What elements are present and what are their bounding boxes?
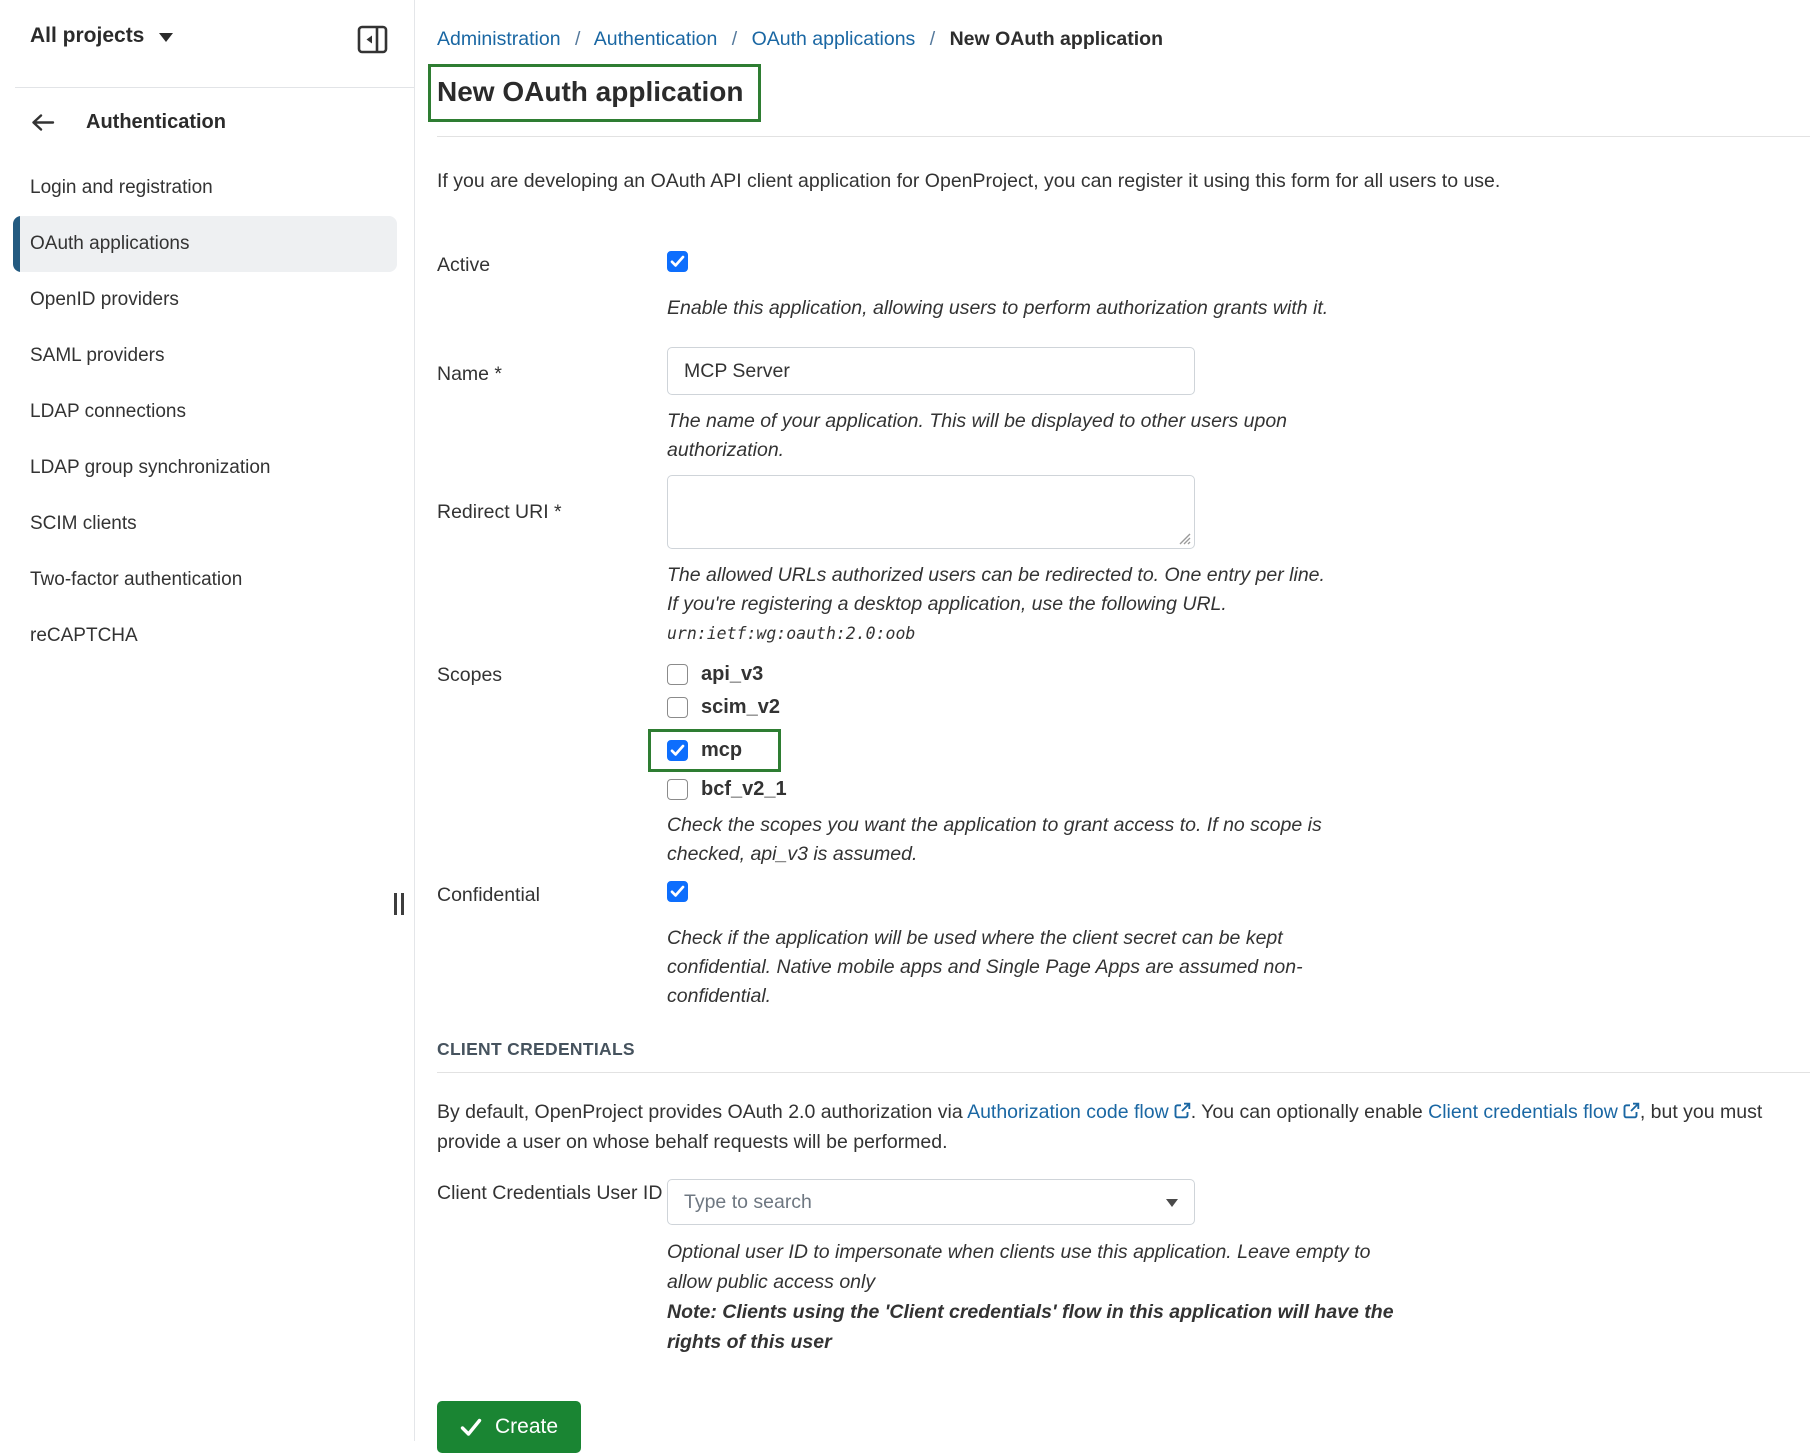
check-icon [670, 744, 685, 757]
create-button[interactable] [437, 1401, 581, 1453]
breadcrumb-separator: / [929, 28, 936, 50]
external-link-icon [1174, 1102, 1191, 1119]
sidebar-back-row [0, 111, 414, 134]
redirect-uri-field-row [437, 475, 1810, 643]
sidebar-item-two-factor-authentication[interactable]: Two-factor authentication [30, 569, 243, 590]
select-placeholder: Type to search [684, 1190, 812, 1213]
project-selector[interactable] [30, 24, 173, 48]
client-credentials-heading: CLIENT CREDENTIALS [437, 1039, 635, 1059]
authorization-code-flow-link[interactable]: Authorization code flow [967, 1101, 1191, 1123]
confidential-field-row [437, 881, 1810, 1011]
breadcrumb [437, 27, 1810, 51]
breadcrumb-current: New OAuth application [949, 28, 1163, 50]
sidebar-menu [0, 160, 414, 664]
external-link-icon [1623, 1102, 1640, 1119]
collapse-sidebar-button[interactable] [357, 25, 388, 54]
resize-grip-icon[interactable] [1178, 532, 1192, 546]
api-v3-label[interactable]: api_v3 [701, 663, 764, 685]
sidebar-divider [15, 87, 414, 88]
sidebar-item-recaptcha[interactable]: reCAPTCHA [30, 625, 138, 646]
chevron-down-icon [159, 33, 173, 42]
breadcrumb-link-administration[interactable]: Administration [437, 28, 561, 50]
name-input[interactable] [667, 347, 1195, 395]
collapse-sidebar-icon [357, 25, 388, 54]
redirect-uri-oob-url: urn:ietf:wg:oauth:2.0:oob [667, 624, 916, 643]
sidebar-header [0, 0, 414, 87]
breadcrumb-separator: / [574, 28, 581, 50]
confidential-hint: Check if the application will be used where the client secret can be kept confidential. Native mobile apps and Single Page Apps are assumed non-confidential. [667, 927, 1303, 1007]
create-button-label: Create [495, 1415, 559, 1438]
sidebar-item-saml-providers[interactable]: SAML providers [30, 345, 165, 366]
select-caret-icon [1166, 1199, 1178, 1207]
client-credentials-section [437, 1039, 1810, 1453]
breadcrumb-link-oauth-applications[interactable]: OAuth applications [751, 28, 916, 50]
sidebar-item-ldap-group-synchronization[interactable]: LDAP group synchronization [30, 457, 271, 478]
bcf-v2-1-checkbox[interactable] [667, 779, 688, 800]
scopes-label: Scopes [437, 664, 503, 686]
sidebar-item-login-and-registration[interactable]: Login and registration [30, 177, 213, 198]
scope-option-scim-v2 [667, 694, 1810, 721]
scope-option-bcf-v2-1 [667, 776, 1810, 803]
sidebar-item-openid-providers[interactable]: OpenID providers [30, 289, 179, 310]
api-v3-checkbox[interactable] [667, 664, 688, 685]
confidential-label: Confidential [437, 884, 540, 906]
client-credentials-user-id-hint: Optional user ID to impersonate when clients use this application. Leave empty to allow public access only Note: Clients using the 'Client credentials' flow in this application will have the rights of this user [667, 1241, 1394, 1353]
active-label: Active [437, 254, 491, 276]
check-icon [460, 1418, 482, 1437]
sidebar-section-title: Authentication [86, 111, 226, 133]
scopes-field-row [437, 661, 1810, 869]
main-content [416, 0, 1816, 1441]
sidebar-item-oauth-applications[interactable]: OAuth applications [13, 216, 397, 272]
sidebar-item-ldap-connections[interactable]: LDAP connections [30, 401, 186, 422]
scope-option-mcp [667, 737, 742, 764]
redirect-uri-hint: The allowed URLs authorized users can be redirected to. One entry per line. If you're registering a desktop application, use the following URL. [667, 564, 1325, 615]
name-hint: The name of your application. This will be displayed to other users upon authorization. [667, 410, 1288, 461]
breadcrumb-link-authentication[interactable]: Authentication [593, 28, 718, 50]
back-button[interactable] [30, 112, 55, 133]
scopes-hint: Check the scopes you want the application to grant access to. If no scope is checked, api_v3 is assumed. [667, 814, 1322, 865]
active-hint: Enable this application, allowing users to perform authorization grants with it. [667, 297, 1329, 319]
scim-v2-label[interactable]: scim_v2 [701, 696, 780, 718]
back-arrow-icon [30, 112, 55, 133]
mcp-checkbox[interactable] [667, 740, 688, 761]
client-credentials-intro: By default, OpenProject provides OAuth 2.0 authorization via Authorization code flow . You can optionally enable Client credentials flow , but you must provide a user on whose behalf requests will be performed. [437, 1101, 1763, 1153]
check-icon [670, 255, 685, 268]
active-field-row [437, 251, 1810, 323]
client-credentials-divider [437, 1072, 1810, 1073]
redirect-uri-textarea[interactable] [667, 475, 1195, 549]
sidebar [0, 0, 415, 1441]
client-credentials-user-id-select[interactable] [667, 1179, 1195, 1225]
redirect-uri-label: Redirect URI * [437, 501, 562, 523]
bcf-v2-1-label[interactable]: bcf_v2_1 [701, 778, 787, 800]
mcp-annotation-box [648, 729, 781, 772]
confidential-checkbox[interactable] [667, 881, 688, 902]
mcp-label[interactable]: mcp [701, 739, 743, 761]
active-checkbox[interactable] [667, 251, 688, 272]
scim-v2-checkbox[interactable] [667, 697, 688, 718]
client-credentials-flow-link[interactable]: Client credentials flow [1428, 1101, 1640, 1123]
page-title: New OAuth application [437, 76, 744, 107]
name-field-row [437, 347, 1810, 465]
client-credentials-user-id-label: Client Credentials User ID [437, 1182, 663, 1204]
breadcrumb-separator: / [731, 28, 738, 50]
client-credentials-user-id-row [437, 1179, 1810, 1357]
sidebar-item-scim-clients[interactable]: SCIM clients [30, 513, 137, 534]
title-annotation-box [428, 64, 761, 122]
name-label: Name * [437, 363, 503, 385]
project-selector-label: All projects [30, 24, 145, 47]
sidebar-resize-handle[interactable] [394, 893, 404, 915]
title-divider [437, 136, 1810, 137]
scope-option-api-v3 [667, 661, 1810, 688]
intro-text: If you are developing an OAuth API client application for OpenProject, you can register it using this form for all users to use. [437, 170, 1501, 192]
client-credentials-note: Note: Clients using the 'Client credentials' flow in this application will have the rights of this user [667, 1301, 1394, 1353]
check-icon [670, 885, 685, 898]
